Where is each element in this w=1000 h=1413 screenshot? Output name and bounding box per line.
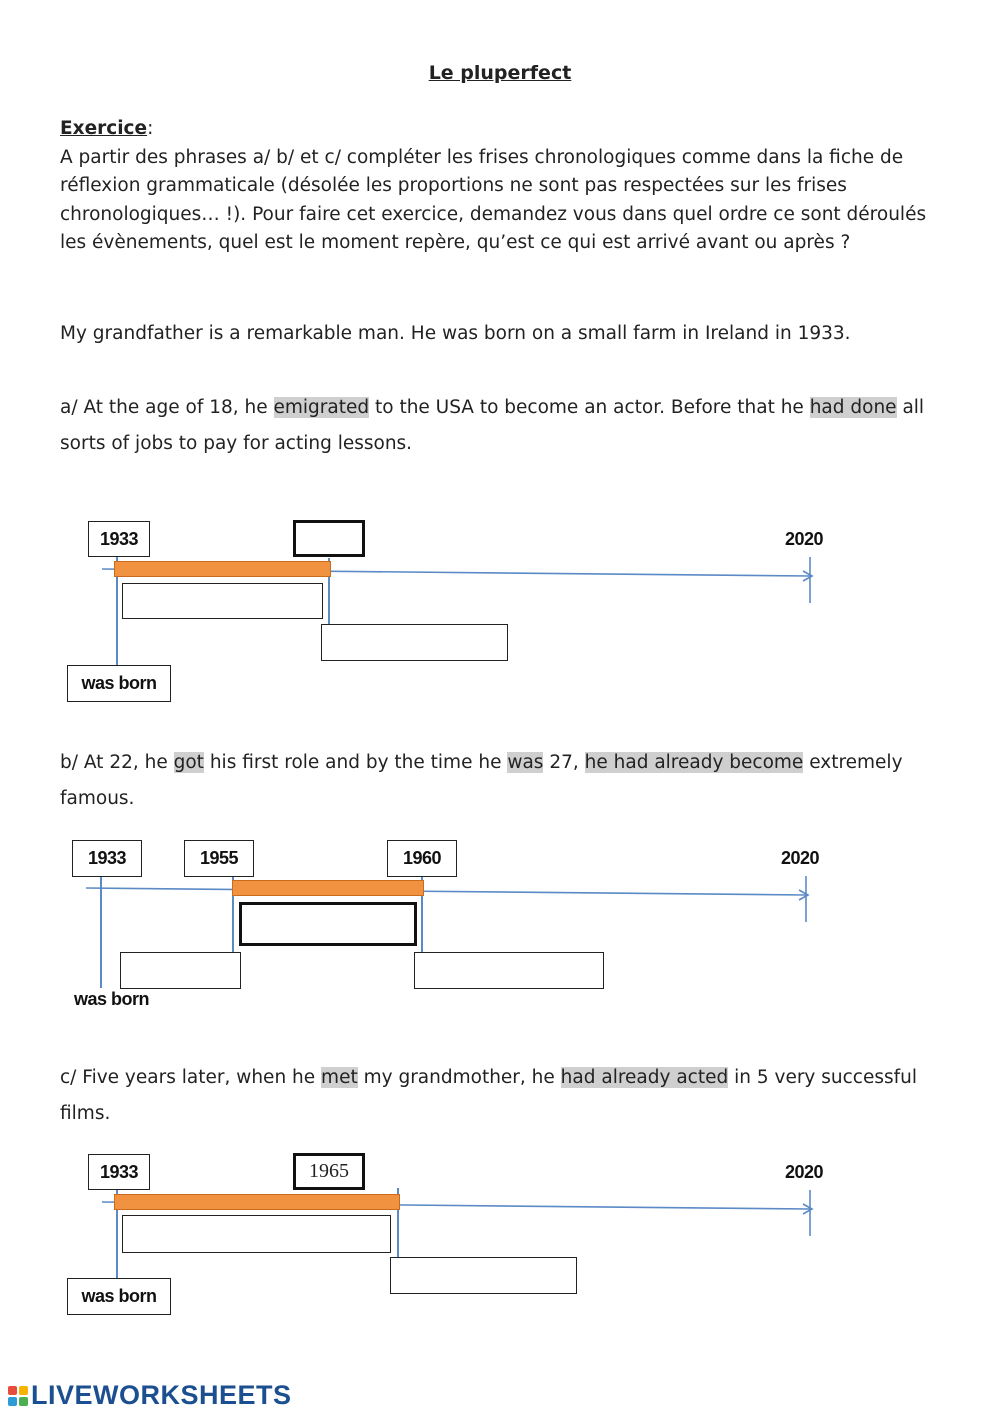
exercise-colon: : xyxy=(147,118,154,139)
exercise-text: A partir des phrases a/ b/ et c/ compléter les frises chronologiques comme dans la fiche de réflexion grammaticale (désolée les proportions ne sont pas respectées sur les frises chronologiques… !). Pour faire cet exercice, demandez vous dans quel ordre ce sont déroulés les évènements, quel est le moment repère, qu’est ce qui est arrivé avant ou après ? xyxy=(60,146,927,253)
timeline-b-year-1955: 1955 xyxy=(184,840,254,877)
page-title: Le pluperfect xyxy=(428,62,572,84)
timeline-c-year-1965: 1965 xyxy=(293,1153,365,1190)
sentence-b-text: b/ At 22, he xyxy=(60,752,174,773)
sentence-b-text: 27, xyxy=(543,752,585,773)
highlight-had-already-become: he had already become xyxy=(584,752,804,773)
sentence-a-text: a/ At the age of 18, he xyxy=(60,397,274,418)
sentence-b-text: his first role and by the time he xyxy=(203,752,508,773)
timeline-b-year-1960: 1960 xyxy=(387,840,457,877)
highlight-emigrated: emigrated xyxy=(273,397,370,418)
timeline-a-born-label: was born xyxy=(67,665,171,702)
highlight-had-already-acted: had already acted xyxy=(560,1067,729,1088)
highlight-got: got xyxy=(173,752,204,773)
timeline-a-end-year: 2020 xyxy=(785,529,824,549)
timeline-b-end-year: 2020 xyxy=(781,848,820,868)
timeline-c-start-year: 1933 xyxy=(88,1154,150,1190)
sentence-a-text: all sorts of jobs to pay for acting lessons. xyxy=(60,397,925,454)
timeline-b-born-label: was born xyxy=(74,989,150,1009)
highlight-met: met xyxy=(321,1067,358,1088)
highlight-was: was xyxy=(507,752,544,773)
sentence-a-text: to the USA to become an actor. Before that he xyxy=(369,397,810,418)
timeline-c-period-bar xyxy=(114,1194,400,1210)
timeline-c-answer-event[interactable] xyxy=(390,1257,577,1294)
intro-sentence: My grandfather is a remarkable man. He was born on a small farm in Ireland in 1933. xyxy=(60,323,851,344)
sentence-c-text: c/ Five years later, when he xyxy=(60,1067,322,1088)
timeline-b-start-year: 1933 xyxy=(72,840,142,877)
timeline-c-answer-before[interactable] xyxy=(122,1215,391,1253)
liveworksheets-logo xyxy=(8,1380,292,1411)
sentence-c-text: in 5 very successful films. xyxy=(60,1067,918,1124)
brand-name: LIVEWORKSHEETS xyxy=(31,1380,292,1410)
logo-grid-icon xyxy=(8,1386,28,1406)
sentence-c-text: my grandmother, he xyxy=(357,1067,561,1088)
timeline-a-start-year: 1933 xyxy=(88,521,150,557)
timeline-c-end-year: 2020 xyxy=(785,1162,824,1182)
highlight-had-done: had done xyxy=(809,397,897,418)
exercise-label: Exercice xyxy=(60,118,148,139)
sentence-b-text: extremely famous. xyxy=(60,752,903,809)
timeline-c-born-label: was born xyxy=(67,1278,171,1315)
